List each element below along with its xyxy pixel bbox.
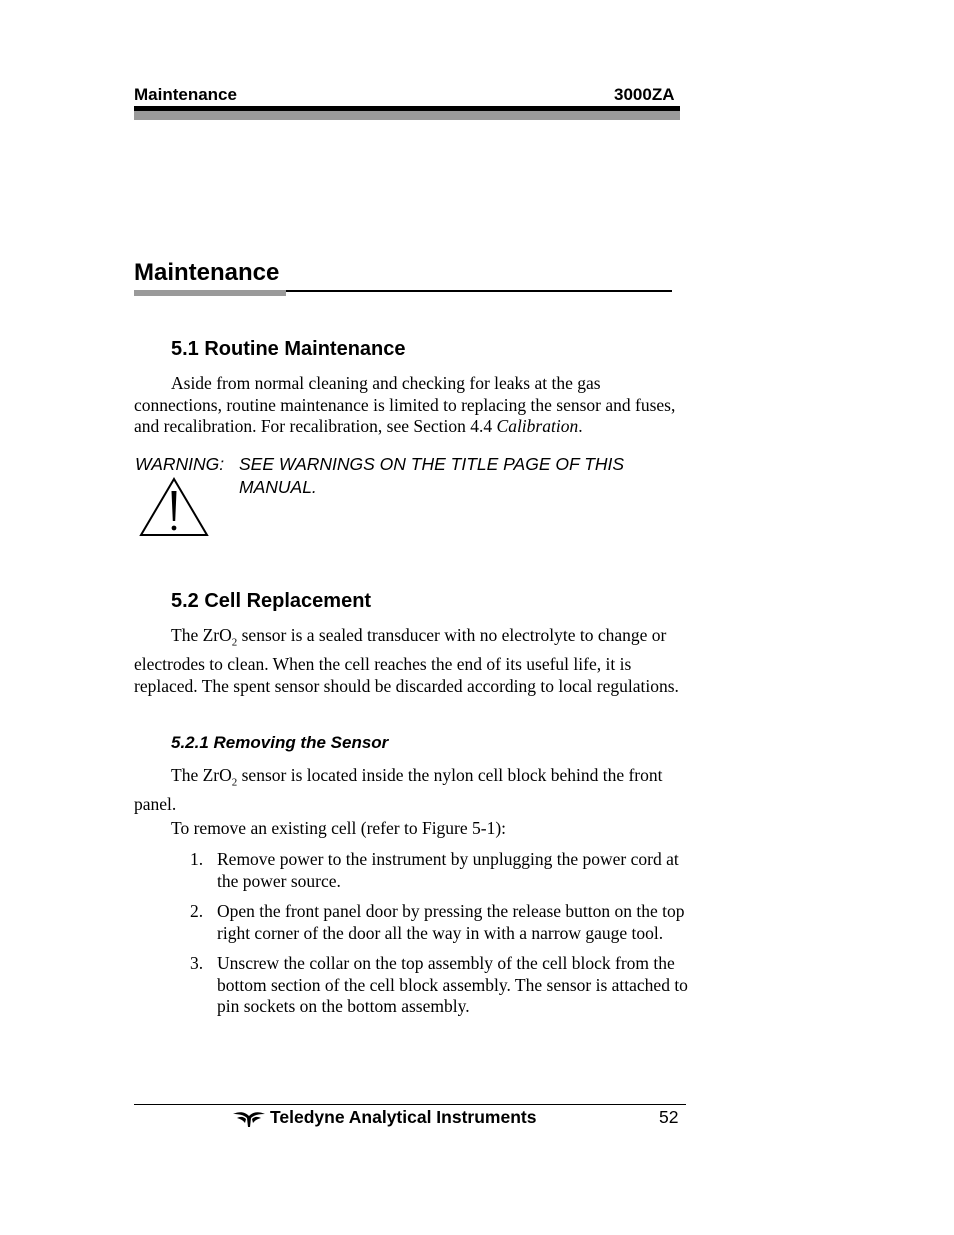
calibration-reference: Calibration	[496, 416, 579, 436]
subscript: 2	[231, 776, 238, 789]
list-item	[190, 849, 690, 892]
teledyne-logo-icon	[232, 1110, 266, 1128]
running-header-title: Maintenance	[134, 85, 237, 104]
chapter-title: Maintenance	[134, 259, 280, 286]
list-item-number: 2.	[190, 901, 204, 921]
section-heading-5-1: 5.1 Routine Maintenance	[171, 338, 406, 360]
paragraph-text-rest: sensor is a sealed transducer with no electrolyte to change or electrodes to clean. When the cell reaches the end of its useful life, it is replaced. The spent sensor should be discarded according to local regulations.	[134, 625, 679, 696]
page-number: 52	[659, 1107, 679, 1127]
list-item-number: 1.	[190, 849, 204, 869]
paragraph-text: Aside from normal cleaning and checking for leaks at the gas connections, routine maintenance is limited to replacing the sensor and fuses, and recalibration. For recalibration, see Section 4.4	[134, 373, 676, 436]
section-heading-5-2: 5.2 Cell Replacement	[171, 590, 372, 612]
paragraph-text-rest: sensor is located inside the nylon cell block behind the front panel.	[134, 765, 663, 814]
footer-company-name: Teledyne Analytical Instruments	[270, 1107, 537, 1127]
paragraph-sensor-location	[134, 765, 686, 816]
paragraph-text-end: .	[578, 416, 583, 436]
removal-steps-list	[190, 849, 690, 1018]
paragraph-cell-replacement	[134, 625, 686, 697]
section-heading-5-2-1: 5.2.1 Removing the Sensor	[171, 733, 389, 752]
subscript: 2	[231, 636, 238, 649]
list-item-text: Open the front panel door by pressing the release button on the top right corner of the door all the way in with a narrow gauge tool.	[217, 901, 685, 943]
footer-rule	[134, 1104, 686, 1105]
paragraph-routine-maintenance	[134, 373, 686, 438]
paragraph-removal-intro: To remove an existing cell (refer to Figure 5-1):	[171, 818, 507, 838]
warning-text: SEE WARNINGS ON THE TITLE PAGE OF THIS MANUAL.	[239, 454, 625, 497]
warning-triangle-icon	[139, 477, 209, 537]
list-item	[190, 953, 690, 1018]
list-item	[190, 901, 690, 944]
list-item-number: 3.	[190, 953, 204, 973]
list-item-text: Remove power to the instrument by unplugging the power cord at the power source.	[217, 849, 679, 891]
chapter-title-rule	[286, 290, 672, 292]
header-rule-shadow	[134, 111, 680, 120]
paragraph-text: The ZrO	[171, 625, 232, 645]
chapter-title-underline	[134, 290, 286, 296]
warning-label: WARNING:	[135, 454, 225, 474]
list-item-text: Unscrew the collar on the top assembly of the cell block from the bottom section of the cell block assembly. The sensor is attached to pin sockets on the bottom assembly.	[217, 953, 688, 1016]
running-header-model: 3000ZA	[614, 85, 675, 104]
paragraph-text: The ZrO	[171, 765, 232, 785]
